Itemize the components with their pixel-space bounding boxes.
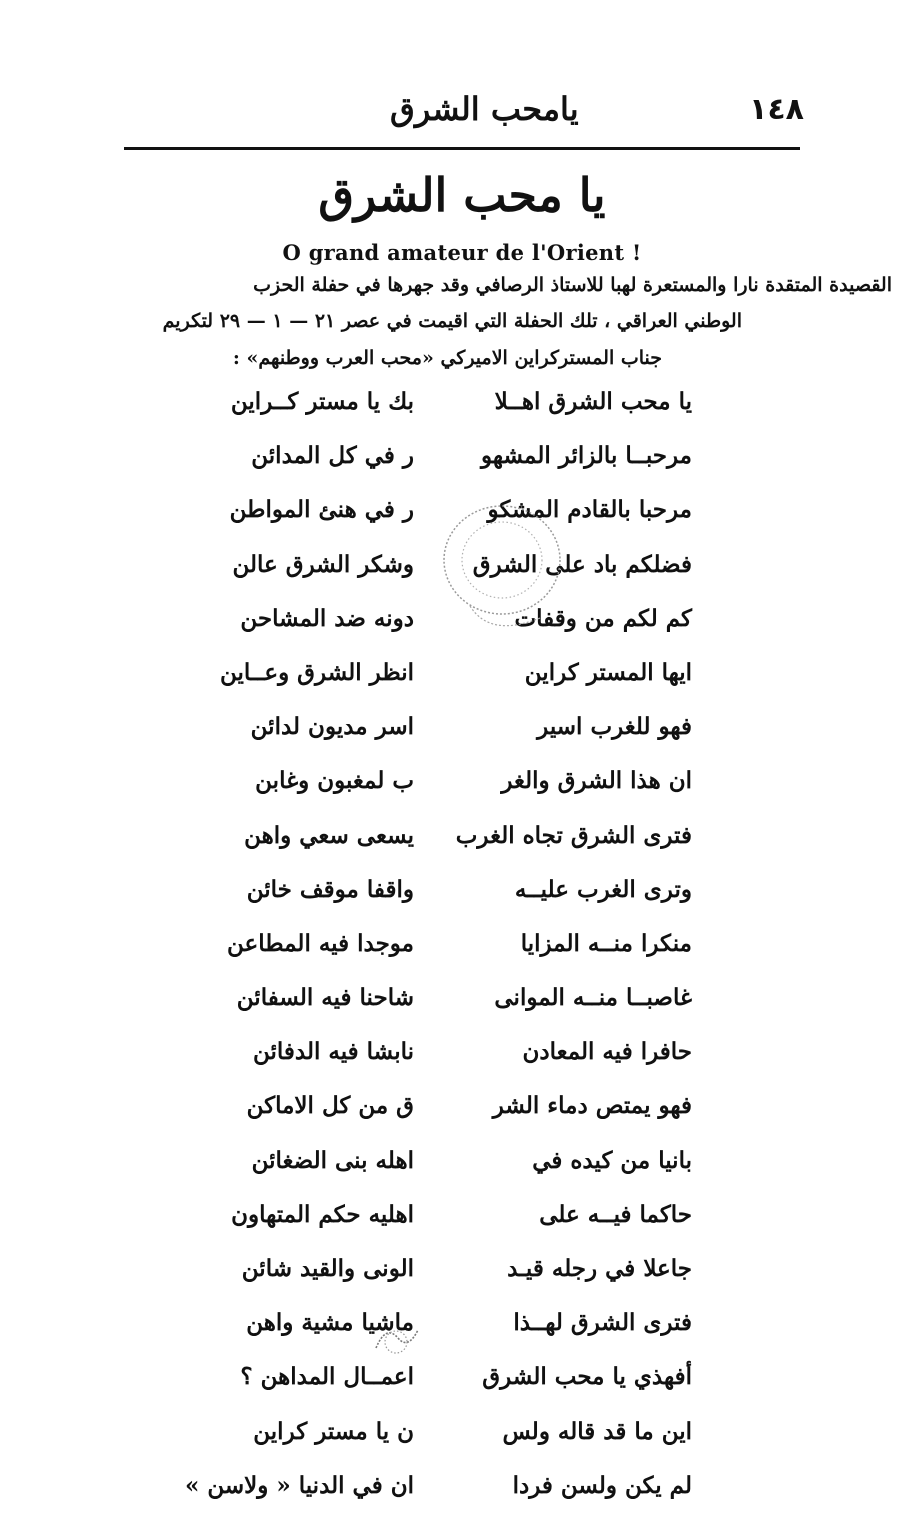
verse xyxy=(0,659,924,713)
verse xyxy=(0,984,924,1038)
verse-first-hemistich: ان هذا الشرق والغر xyxy=(501,767,692,795)
verse xyxy=(0,1038,924,1092)
verse xyxy=(0,551,924,605)
verse-first-hemistich: فهو للغرب اسير xyxy=(537,713,692,741)
verse-first-hemistich: جاعلا في رجله قيـد xyxy=(507,1255,692,1282)
verse xyxy=(0,1255,924,1309)
verse-second-hemistich: ر في كل المدائن xyxy=(251,442,414,470)
verse xyxy=(0,1092,924,1146)
verse xyxy=(0,388,924,442)
verse-first-hemistich: مرحبــا بالزائر المشهو xyxy=(481,442,692,470)
verse-second-hemistich: اسر مديون لدائن xyxy=(250,713,414,741)
verse xyxy=(0,767,924,821)
verse-second-hemistich: ر في هنئ المواطن xyxy=(229,496,414,524)
intro-line: القصيدة المتقدة نارا والمستعرة لهبا للاستاذ الرصافي وقد جهرها في حفلة الحزب xyxy=(253,274,892,296)
verse xyxy=(0,1472,924,1526)
verse-first-hemistich: مرحبا بالقادم المشكو xyxy=(487,496,692,524)
verse-second-hemistich: ماشيا مشية واهن xyxy=(246,1309,414,1337)
intro-line: جناب المستركراين الاميركي «محب العرب ووطنهم» : xyxy=(232,347,662,369)
poem-title: يا محب الشرق xyxy=(318,168,606,222)
verse-second-hemistich: ب لمغبون وغابن xyxy=(255,767,414,795)
verse xyxy=(0,930,924,984)
running-header xyxy=(120,88,804,138)
verse-second-hemistich: موجدا فيه المطاعن xyxy=(227,929,414,957)
verse-second-hemistich: دونه ضد المشاحن xyxy=(240,604,414,632)
verse-first-hemistich: كم لكم من وقفات xyxy=(514,604,692,632)
verse-second-hemistich: ق من كل الاماكن xyxy=(246,1092,414,1120)
latin-subtitle: O grand amateur de l'Orient ! xyxy=(282,240,642,265)
verse-first-hemistich: اين ما قد قاله ولس xyxy=(502,1417,692,1445)
verse-first-hemistich: بانيا من كيده في xyxy=(532,1146,692,1174)
verse-second-hemistich: واقفا موقف خائن xyxy=(246,875,414,903)
verse-first-hemistich: فضلكم باد على الشرق xyxy=(472,550,692,578)
verse-second-hemistich: الونى والقيد شائن xyxy=(241,1255,414,1282)
verse-second-hemistich: انظر الشرق وعــاين xyxy=(219,658,414,686)
verse-first-hemistich: ايها المستر كراين xyxy=(524,658,692,686)
verse-first-hemistich: غاصبــا منــه الموانى xyxy=(494,984,692,1012)
header-rule xyxy=(124,147,800,150)
verse xyxy=(0,1363,924,1417)
verse xyxy=(0,1309,924,1363)
verse-second-hemistich: ان في الدنيا « ولاسن » xyxy=(184,1471,414,1499)
verse-second-hemistich: ن يا مستر كراين xyxy=(253,1417,414,1445)
verse-first-hemistich: حاكما فيــه على xyxy=(539,1200,692,1228)
verse-first-hemistich: منكرا منــه المزايا xyxy=(520,929,692,957)
verse-second-hemistich: اهليه حكم المتهاون xyxy=(231,1200,414,1228)
verse xyxy=(0,822,924,876)
verse-second-hemistich: اعمــال المداهن ؟ xyxy=(240,1363,414,1391)
page-ornament-icon xyxy=(368,1318,424,1360)
verse-first-hemistich: فهو يمتص دماء الشر xyxy=(492,1092,692,1120)
verse xyxy=(0,713,924,767)
verse-second-hemistich: شاحنا فيه السفائن xyxy=(236,984,414,1012)
verse-second-hemistich: اهله بنى الضغائن xyxy=(251,1146,414,1174)
running-title: يامحب الشرق xyxy=(390,90,579,128)
verse-first-hemistich: حافرا فيه المعادن xyxy=(522,1038,692,1066)
verse-first-hemistich: وترى الغرب عليــه xyxy=(514,875,692,903)
verse-second-hemistich: بك يا مستر كــراين xyxy=(230,388,414,415)
verse xyxy=(0,1201,924,1255)
intro-line: الوطني العراقي ، تلك الحفلة التي اقيمت في عصر ٢١ — ١ — ٢٩ لتكريم xyxy=(162,310,742,332)
verse-second-hemistich: وشكر الشرق عالن xyxy=(232,550,414,578)
verse xyxy=(0,1147,924,1201)
verse-first-hemistich: أفهذي يا محب الشرق xyxy=(482,1363,692,1391)
verse xyxy=(0,876,924,930)
verse xyxy=(0,496,924,550)
verse-second-hemistich: يسعى سعي واهن xyxy=(244,821,414,849)
verse-first-hemistich: فترى الشرق تجاه الغرب xyxy=(455,821,692,849)
verse-first-hemistich: يا محب الشرق اهــلا xyxy=(494,388,692,415)
verse-first-hemistich: لم يكن ولسن فردا xyxy=(512,1471,692,1499)
verse-second-hemistich: نابشا فيه الدفائن xyxy=(253,1038,414,1066)
poem-body xyxy=(0,388,924,1526)
verse xyxy=(0,1418,924,1472)
verse xyxy=(0,605,924,659)
page-number: ١٤٨ xyxy=(749,92,804,127)
verse-first-hemistich: فترى الشرق لهــذا xyxy=(513,1309,692,1337)
verse xyxy=(0,442,924,496)
